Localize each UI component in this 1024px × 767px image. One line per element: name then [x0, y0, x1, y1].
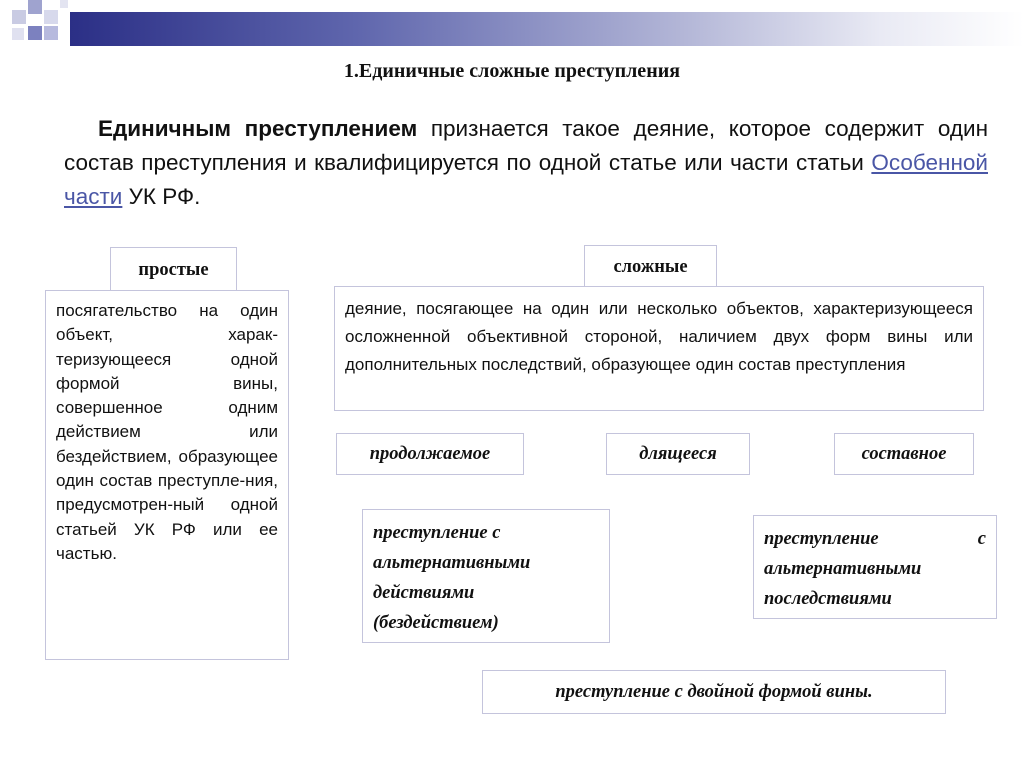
compound-crime-label: составное — [861, 443, 947, 464]
simple-label-box — [110, 247, 237, 293]
decor-square — [44, 10, 58, 24]
alt-consequences-label: преступление с альтернативными последствиями — [764, 529, 986, 609]
definition-paragraph — [64, 112, 988, 214]
decor-square — [12, 28, 24, 40]
continuing-crime-label: длящееся — [639, 443, 717, 464]
continuing-crime-box — [606, 433, 750, 475]
complex-label-box — [584, 245, 717, 289]
complex-label: сложные — [613, 256, 688, 277]
slide-title: 1.Единичные сложные преступления — [343, 60, 681, 82]
decor-square — [60, 0, 68, 8]
special-part-link[interactable]: Особенной части — [64, 150, 988, 209]
complex-description: деяние, посягающее на один или несколько объектов, характеризующееся осложненной объективной стороной, наличием двух форм вины или дополнительных последствий, образующее один состав преступления — [345, 299, 973, 374]
simple-label: простые — [138, 259, 209, 280]
complex-description-box — [334, 286, 984, 411]
continued-crime-label: продолжаемое — [369, 443, 491, 464]
definition-text-end: УК РФ. — [122, 184, 201, 209]
alt-actions-box — [362, 509, 610, 643]
header-gradient-bar — [70, 12, 1024, 46]
simple-description: посягательство на один объект, харак-теризующееся одной формой вины, совершенное одним действием или бездействием, образующее один состав преступле-ния, предусмотрен-ный одной статьей УК РФ или ее частью. — [56, 301, 278, 563]
decor-square — [28, 26, 42, 40]
definition-text: признается такое деяние, которое содержит один состав преступления и квалифицируется по одной статье или части статьи — [64, 116, 988, 175]
alt-actions-label: преступление с альтернативными действиями (бездействием) — [373, 523, 531, 633]
double-guilt-box — [482, 670, 946, 714]
compound-crime-box — [834, 433, 974, 475]
double-guilt-label: преступление с двойной формой вины. — [555, 681, 873, 702]
decor-square — [28, 0, 42, 14]
simple-description-box — [45, 290, 289, 660]
decor-square — [12, 10, 26, 24]
alt-consequences-box — [753, 515, 997, 619]
definition-lead: Единичным преступлением — [98, 116, 418, 141]
continued-crime-box — [336, 433, 524, 475]
decor-square — [44, 26, 58, 40]
